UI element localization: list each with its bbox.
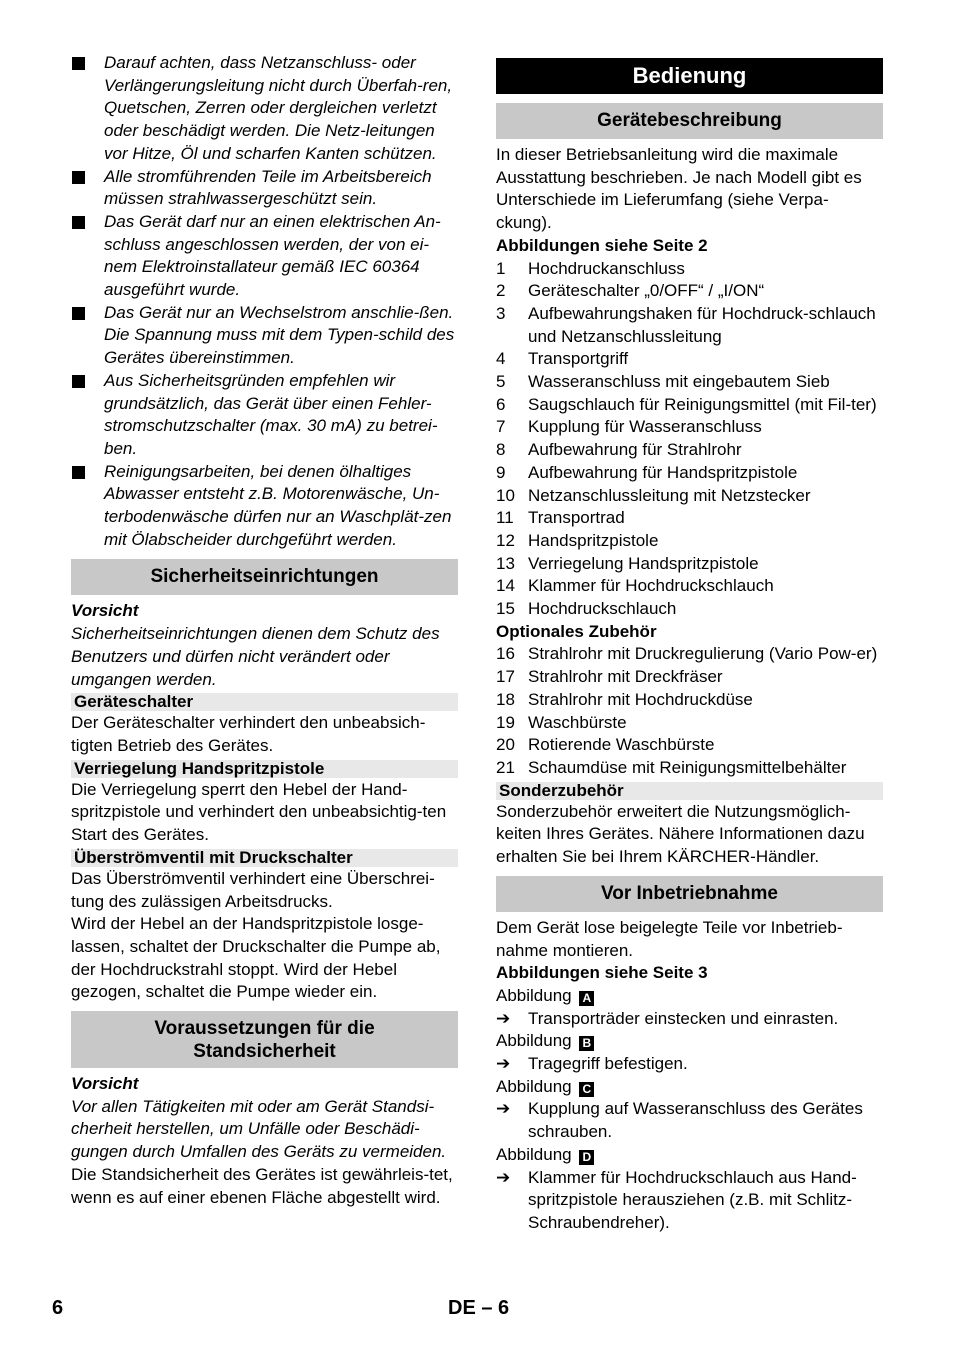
subheading-ueberstroemventil: Überströmventil mit Druckschalter — [71, 849, 458, 867]
paragraph-geraeteschalter: Der Geräteschalter verhindert den unbeabsich-tigten Betrieb des Gerätes. — [71, 713, 426, 755]
list-item: 2 Geräteschalter „0/OFF“ / „I/ON“ — [496, 281, 765, 301]
list-item: 8 Aufbewahrung für Strahlrohr — [496, 440, 742, 460]
subheading-geraeteschalter: Geräteschalter — [71, 693, 458, 711]
instruction-step: ➔ Kupplung auf Wasseranschluss des Gerätes schrauben. — [496, 1098, 883, 1143]
page-label: DE – 6 — [448, 1297, 510, 1319]
list-item: 14 Klammer für Hochdruckschlauch — [496, 576, 774, 596]
figure-letter-badge: C — [579, 1082, 594, 1097]
list-item: 19 Waschbürste — [496, 712, 627, 732]
page-number: 6 — [52, 1297, 64, 1319]
list-item: 21 Schaumdüse mit Reinigungsmittelbehälter — [496, 757, 847, 777]
caution-text: Sicherheitseinrichtungen dienen dem Schutz des Benutzers und dürfen nicht verändert oder umgangen werden. — [71, 624, 440, 689]
right-column — [496, 52, 883, 1235]
paragraph-inbetrieb-intro: Dem Gerät lose beigelegte Teile vor Inbetrieb-nahme montieren. — [496, 917, 843, 960]
arrow-right-icon: ➔ — [496, 1008, 511, 1028]
section-heading-vor-inbetriebnahme: Vor Inbetriebnahme — [496, 876, 883, 912]
figure-letter-badge: D — [579, 1150, 594, 1165]
subheading-verriegelung: Verriegelung Handspritzpistole — [71, 760, 458, 778]
list-item: 3 Aufbewahrungshaken für Hochdruck-schlauch und Netzanschlussleitung — [496, 303, 876, 346]
list-item: 7 Kupplung für Wasseranschluss — [496, 417, 762, 437]
safety-bullet-list — [71, 52, 458, 551]
left-column — [71, 52, 458, 1209]
section-heading-geraetebeschreibung: Gerätebeschreibung — [496, 103, 883, 139]
figure-label-a: Abbildung A — [496, 985, 883, 1008]
instruction-step: ➔ Transporträder einstecken und einrasten. — [496, 1008, 883, 1031]
bullet-item: Reinigungsarbeiten, bei denen ölhaltiges Abwasser entsteht z.B. Motorenwäsche, Un-terbodenwäsche dürfen nur an Waschplät-zen mit Ölabscheider durchgeführt werden. — [71, 461, 458, 552]
figure-letter-badge: A — [579, 991, 594, 1006]
list-item: 5 Wasseranschluss mit eingebautem Sieb — [496, 372, 830, 392]
list-item: 6 Saugschlauch für Reinigungsmittel (mit Fil-ter) — [496, 394, 877, 414]
figure-label-d: Abbildung D — [496, 1144, 883, 1167]
list-item: 1 Hochdruckanschluss — [496, 258, 685, 278]
list-item: 10 Netzanschlussleitung mit Netzstecker — [496, 485, 811, 505]
square-bullet-icon — [71, 461, 104, 552]
bullet-item: Darauf achten, dass Netzanschluss- oder Verlängerungsleitung nicht durch Überfah-ren, Quetschen, Zerren oder dergleichen verletzt oder beschädigt werden. Die Netz-leitungen vor Hitze, Öl und scharfen Kanten schützen. — [71, 52, 458, 166]
instruction-step: ➔ Klammer für Hochdruckschlauch aus Hand-spritzpistole herausziehen (z.B. mit Schlitz-Schraubendreher). — [496, 1167, 883, 1235]
list-item: 4 Transportgriff — [496, 349, 629, 369]
figure-letter-badge: B — [579, 1036, 594, 1051]
bullet-item: Das Gerät nur an Wechselstrom anschlie-ßen. Die Spannung muss mit dem Typen-schild des Gerätes übereinstimmen. — [71, 302, 458, 370]
square-bullet-icon — [71, 302, 104, 370]
bullet-item: Das Gerät darf nur an einen elektrischen An-schluss angeschlossen werden, der von ei-nem Elektroinstallateur gemäß IEC 60364 ausgeführt wurde. — [71, 211, 458, 302]
paragraph-intro: In dieser Betriebsanleitung wird die maximale Ausstattung beschrieben. Je nach Modell gibt es Unterschiede im Lieferumfang (siehe Verpa-ckung). — [496, 145, 862, 233]
list-item: 18 Strahlrohr mit Hochdruckdüse — [496, 689, 753, 709]
list-item: 17 Strahlrohr mit Dreckfräser — [496, 667, 723, 687]
subheading-sonderzubehoer: Sonderzubehör — [496, 782, 883, 800]
optional-accessories-heading: Optionales Zubehör — [496, 621, 657, 641]
list-item: 16 Strahlrohr mit Druckregulierung (Vario Pow-er) — [496, 644, 878, 664]
square-bullet-icon — [71, 52, 104, 166]
list-item: 12 Handspritzpistole — [496, 530, 659, 550]
caution-label: Vorsicht — [71, 601, 139, 621]
arrow-right-icon: ➔ — [496, 1099, 511, 1119]
optional-accessories-list — [496, 643, 883, 779]
figure-reference: Abbildungen siehe Seite 2 — [496, 235, 708, 255]
figure-label-c: Abbildung C — [496, 1076, 883, 1099]
square-bullet-icon — [71, 370, 104, 461]
component-list — [496, 258, 883, 621]
arrow-right-icon: ➔ — [496, 1167, 511, 1187]
paragraph-standsicherheit: Die Standsicherheit des Gerätes ist gewährleis-tet, wenn es auf einer ebenen Fläche abgestellt wird. — [71, 1164, 453, 1207]
main-heading-bedienung: Bedienung — [496, 58, 883, 94]
caution-text: Vor allen Tätigkeiten mit oder am Gerät Standsi-cherheit herstellen, um Unfälle oder Beschädi-gungen durch Umfallen des Geräts zu vermeiden. — [71, 1096, 447, 1162]
figure-label-b: Abbildung B — [496, 1030, 883, 1053]
paragraph-ueberstroemventil: Das Überströmventil verhindert eine Überschrei-tung des zulässigen Arbeitsdrucks. — [71, 868, 435, 911]
paragraph-sonderzubehoer: Sonderzubehör erweitert die Nutzungsmöglich-keiten Ihres Gerätes. Nähere Informationen dazu erhalten Sie bei Ihrem KÄRCHER-Händler. — [496, 801, 865, 867]
instruction-step: ➔ Tragegriff befestigen. — [496, 1053, 883, 1076]
list-item: 9 Aufbewahrung für Handspritzpistole — [496, 462, 798, 482]
paragraph-druckschalter: Wird der Hebel an der Handspritzpistole losge-lassen, schaltet der Druckschalter die Pumpe ab, der Hochdruckstrahl stoppt. Wird der Hebel gezogen, schaltet die Pumpe wieder ein. — [71, 914, 441, 1002]
section-heading-standsicherheit: Voraussetzungen für die Standsicherheit — [71, 1011, 458, 1068]
list-item: 11 Transportrad — [496, 508, 625, 528]
list-item: 15 Hochdruckschlauch — [496, 599, 677, 619]
arrow-right-icon: ➔ — [496, 1054, 511, 1074]
figure-reference: Abbildungen siehe Seite 3 — [496, 963, 708, 983]
square-bullet-icon — [71, 211, 104, 302]
bullet-item: Aus Sicherheitsgründen empfehlen wir grundsätzlich, das Gerät über einen Fehler-stromschutzschalter (max. 30 mA) zu betrei-ben. — [71, 370, 458, 461]
bullet-item: Alle stromführenden Teile im Arbeitsbereich müssen strahlwassergeschützt sein. — [71, 166, 458, 211]
list-item: 13 Verriegelung Handspritzpistole — [496, 553, 759, 573]
paragraph-verriegelung: Die Verriegelung sperrt den Hebel der Hand-spritzpistole und verhindert den unbeabsichtig-ten Start des Gerätes. — [71, 779, 447, 845]
caution-label: Vorsicht — [71, 1074, 139, 1094]
section-heading-sicherheitseinrichtungen: Sicherheitseinrichtungen — [71, 559, 458, 595]
square-bullet-icon — [71, 166, 104, 211]
list-item: 20 Rotierende Waschbürste — [496, 735, 715, 755]
